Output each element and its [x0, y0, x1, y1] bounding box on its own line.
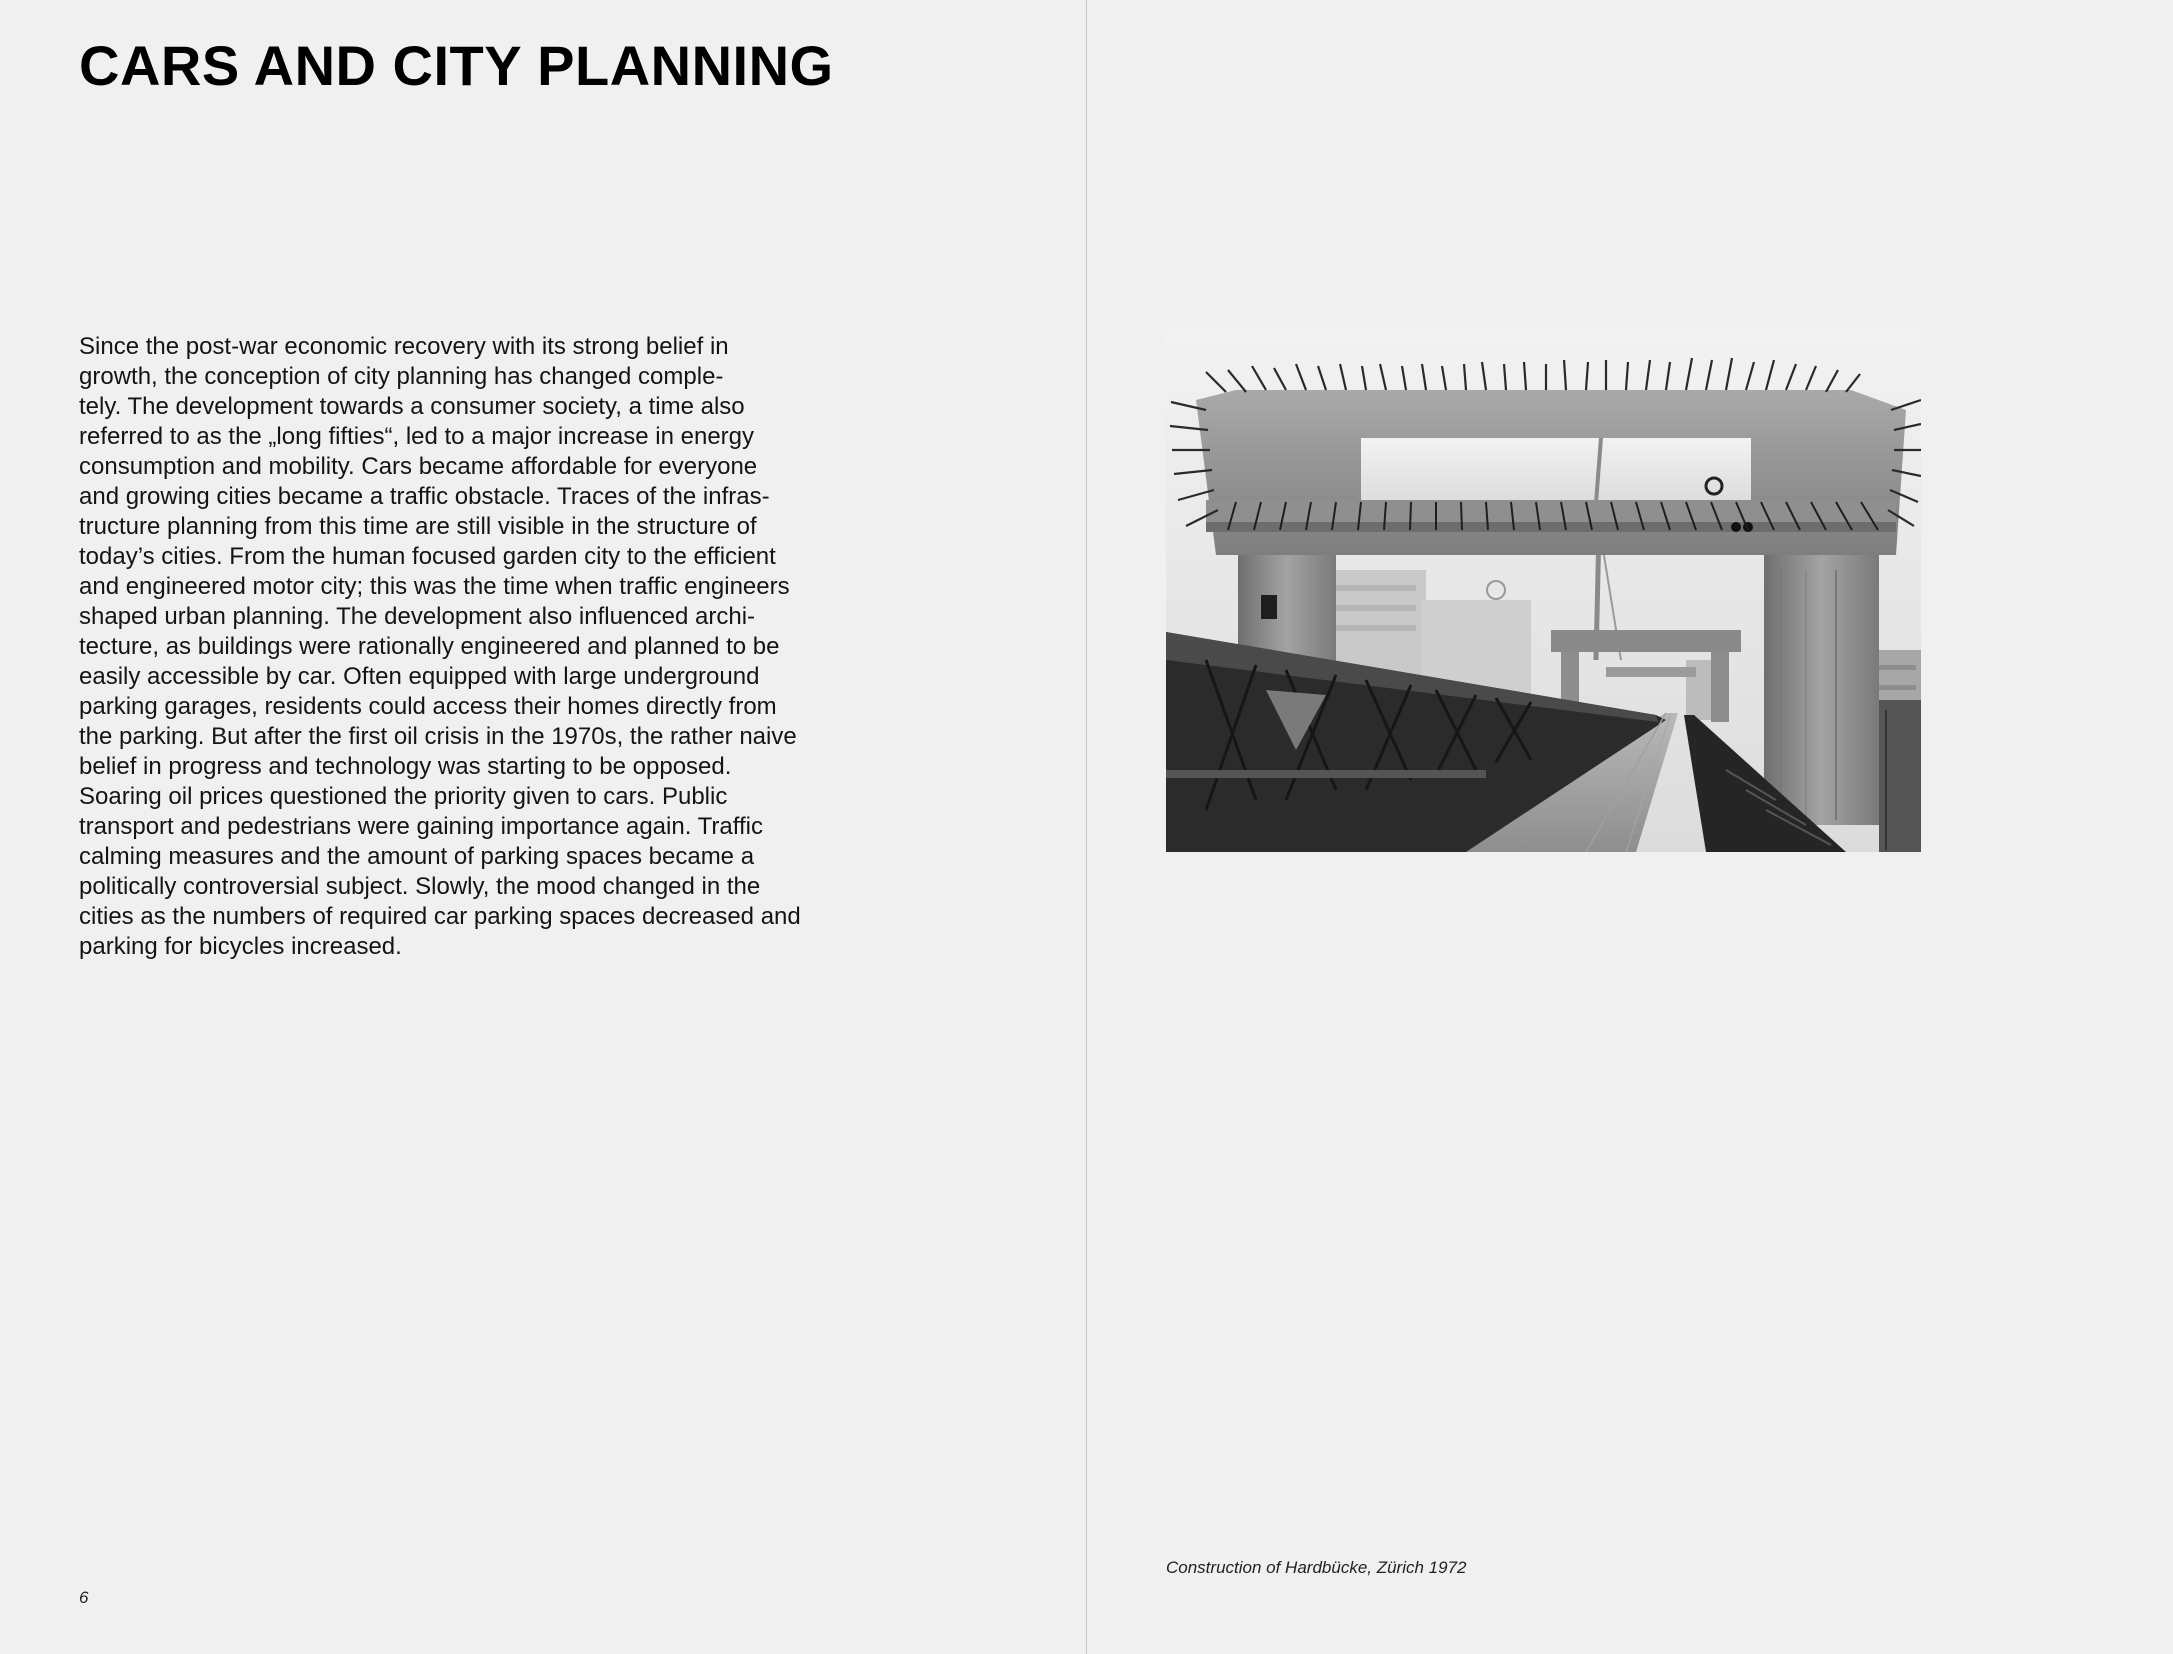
body-line: tecture, as buildings were rationally engineered and planned to be — [79, 633, 780, 660]
body-line: shaped urban planning. The development also influenced archi- — [79, 603, 756, 630]
body-line: consumption and mobility. Cars became affordable for everyone — [79, 453, 758, 480]
body-line: referred to as the „long fifties“, led to a major increase in energy — [79, 423, 754, 450]
body-line: parking for bicycles increased. — [79, 933, 402, 960]
body-line: tely. The development towards a consumer society, a time also — [79, 393, 745, 420]
body-line: the parking. But after the first oil crisis in the 1970s, the rather naive — [79, 723, 797, 750]
body-line: easily accessible by car. Often equipped with large underground — [79, 663, 760, 690]
left-page — [0, 0, 1086, 1654]
photo-illustration — [1166, 330, 1921, 852]
body-line: cities as the numbers of required car parking spaces decreased and — [79, 903, 801, 930]
body-line: Since the post-war economic recovery with its strong belief in — [79, 333, 729, 360]
body-line: parking garages, residents could access their homes directly from — [79, 693, 777, 720]
body-line: Soaring oil prices questioned the priority given to cars. Public — [79, 783, 728, 810]
body-line: belief in progress and technology was starting to be opposed. — [79, 753, 732, 780]
body-line: transport and pedestrians were gaining importance again. Traffic — [79, 813, 763, 840]
bridge-construction-photo — [1166, 330, 1921, 852]
body-line: today’s cities. From the human focused garden city to the efficient — [79, 543, 776, 570]
body-line: politically controversial subject. Slowly, the mood changed in the — [79, 873, 761, 900]
page-title: CARS AND CITY PLANNING — [79, 34, 834, 97]
body-line: calming measures and the amount of parking spaces became a — [79, 843, 755, 870]
body-text — [79, 332, 859, 962]
body-line: tructure planning from this time are still visible in the structure of — [79, 513, 757, 540]
photo-caption: Construction of Hardbücke, Zürich 1972 — [1166, 1558, 1467, 1577]
page-number: 6 — [79, 1588, 89, 1607]
body-line: and engineered motor city; this was the time when traffic engineers — [79, 573, 790, 600]
body-line: growth, the conception of city planning has changed comple- — [79, 363, 724, 390]
body-line: and growing cities became a traffic obstacle. Traces of the infras- — [79, 483, 770, 510]
